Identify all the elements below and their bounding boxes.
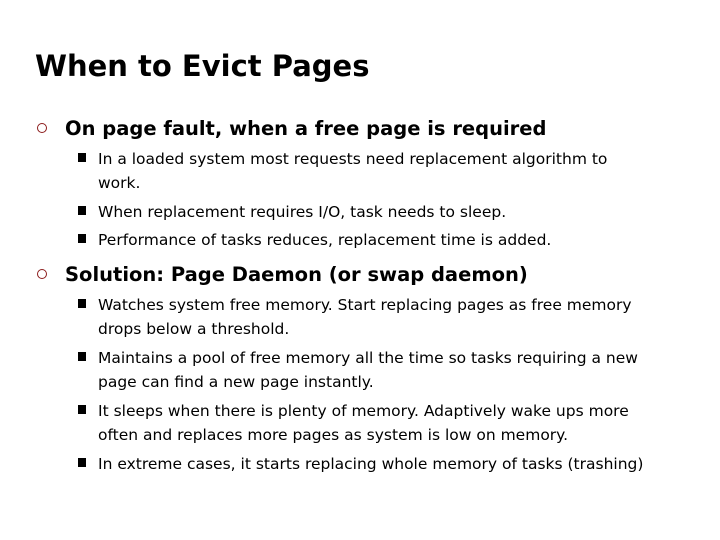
list-item-text: In a loaded system most requests need replacement algorithm to work. <box>98 150 608 192</box>
square-bullet-icon <box>78 352 86 361</box>
square-bullet-icon <box>78 405 86 414</box>
list-item-text: When replacement requires I/O, task needs to sleep. <box>98 203 507 221</box>
list-item-text: Watches system free memory. Start replacing pages as free memory drops below a threshold. <box>98 296 632 338</box>
list-item-text: Maintains a pool of free memory all the time so tasks requiring a new page can find a new page instantly. <box>98 349 638 391</box>
section-heading-text: Solution: Page Daemon (or swap daemon) <box>65 263 528 286</box>
list-item-text: In extreme cases, it starts replacing whole memory of tasks (trashing) <box>98 455 644 473</box>
section-heading-text: On page fault, when a free page is required <box>65 117 547 140</box>
slide-title: When to Evict Pages <box>35 49 370 83</box>
square-bullet-icon <box>78 299 86 308</box>
list-item-text: Performance of tasks reduces, replacement time is added. <box>98 231 552 249</box>
square-bullet-icon <box>78 458 86 467</box>
square-bullet-icon <box>78 153 86 162</box>
ring-bullet-icon <box>37 269 47 279</box>
ring-bullet-icon <box>37 123 47 133</box>
square-bullet-icon <box>78 234 86 243</box>
list-item-text: It sleeps when there is plenty of memory. Adaptively wake ups more often and replaces more pages as system is low on memory. <box>98 402 629 444</box>
square-bullet-icon <box>78 206 86 215</box>
